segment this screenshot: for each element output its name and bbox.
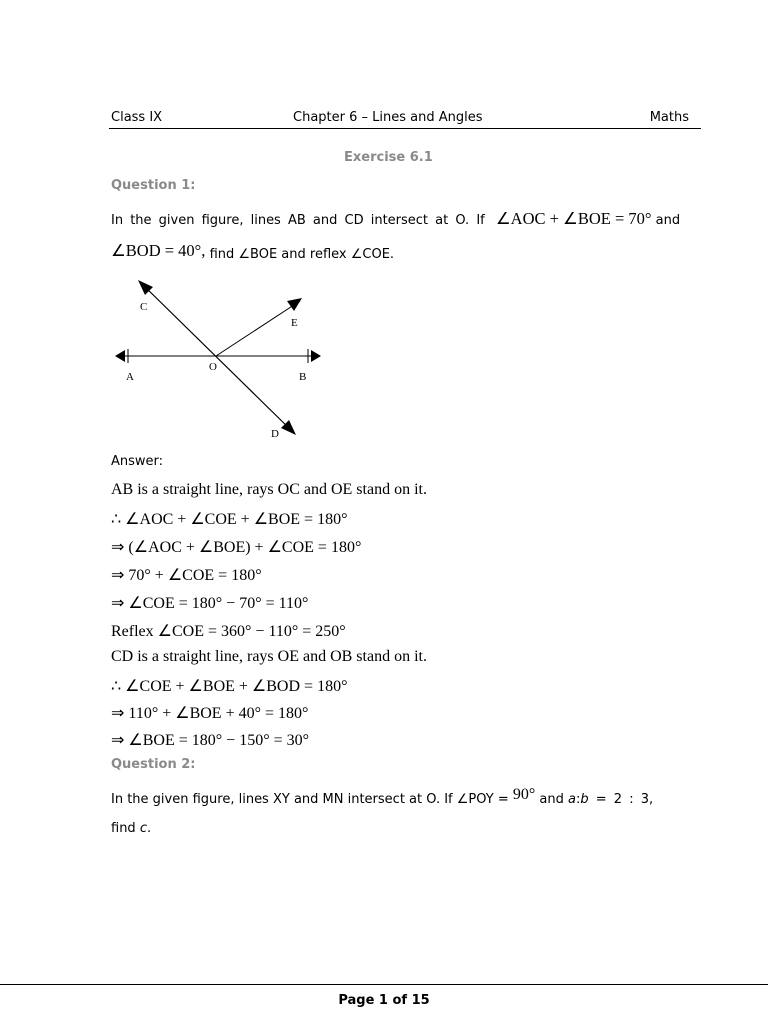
header-chapter: Chapter 6 – Lines and Angles <box>293 110 483 125</box>
question-1-text-a: In the given figure, lines AB and CD intersect at O. If <box>111 213 492 228</box>
question-2-period: . <box>146 821 152 836</box>
label-c: C <box>140 301 148 313</box>
header-subject: Maths <box>649 110 689 125</box>
line-cd <box>140 282 294 433</box>
answer-line-3: ⇒ (∠AOC + ∠BOE) + ∠COE = 180° <box>111 539 362 556</box>
question-2-var-a: a <box>568 792 576 807</box>
answer-label: Answer: <box>111 454 164 469</box>
answer-line-2: ∴ ∠AOC + ∠COE + ∠BOE = 180° <box>111 511 348 528</box>
answer-line-8: ∴ ∠COE + ∠BOE + ∠BOD = 180° <box>111 678 348 695</box>
answer-line-9: ⇒ 110° + ∠BOE + 40° = 180° <box>111 705 309 722</box>
footer-rule <box>0 984 768 985</box>
question-1-line-2 <box>111 241 394 261</box>
arrow-b-icon <box>311 350 321 362</box>
header-class: Class IX <box>111 110 163 125</box>
label-d: D <box>271 428 279 440</box>
answer-line-5: ⇒ ∠COE = 180° − 70° = 110° <box>111 595 309 612</box>
header-rule <box>109 128 701 129</box>
question-2-ratio: = 2 : 3, <box>588 792 654 807</box>
answer-line-7: CD is a straight line, rays OE and OB stand on it. <box>111 648 427 665</box>
question-2-line-2 <box>111 821 151 836</box>
question-1-text-c: find ∠BOE and reflex ∠COE. <box>209 247 395 262</box>
question-1-line-1 <box>111 209 680 229</box>
question-1-text-b: and <box>655 213 681 228</box>
question-2-math-a: 90° <box>512 786 536 803</box>
answer-line-4: ⇒ 70° + ∠COE = 180° <box>111 567 262 584</box>
question-1-math-a: ∠AOC + ∠BOE = 70° <box>495 209 652 228</box>
question-1-math-b: ∠BOD = 40°, <box>111 241 206 260</box>
exercise-title: Exercise 6.1 <box>344 150 433 165</box>
page-number: Page 1 of 15 <box>338 993 430 1008</box>
label-e: E <box>291 317 298 329</box>
arrow-e-icon <box>287 298 302 311</box>
answer-line-6: Reflex ∠COE = 360° − 110° = 250° <box>111 623 346 640</box>
label-o: O <box>209 361 217 373</box>
question-2-text-b: and <box>539 792 569 807</box>
question-2-line-1 <box>111 786 654 808</box>
question-2-label: Question 2: <box>111 757 196 772</box>
question-2-text-a: In the given figure, lines XY and MN intersect at O. If ∠POY = <box>111 792 513 807</box>
question-2-colon: : <box>575 792 581 807</box>
question-2-var-c: c <box>139 821 147 836</box>
label-a: A <box>126 371 134 383</box>
question-2-var-b: b <box>580 792 589 807</box>
lines-angles-figure <box>108 276 328 441</box>
ray-oe <box>216 301 300 356</box>
question-2-text-c: find <box>111 821 140 836</box>
question-1-label: Question 1: <box>111 178 196 193</box>
answer-line-1: AB is a straight line, rays OC and OE stand on it. <box>111 481 427 498</box>
label-b: B <box>299 371 307 383</box>
arrow-a-icon <box>115 350 125 362</box>
answer-line-10: ⇒ ∠BOE = 180° − 150° = 30° <box>111 732 310 749</box>
